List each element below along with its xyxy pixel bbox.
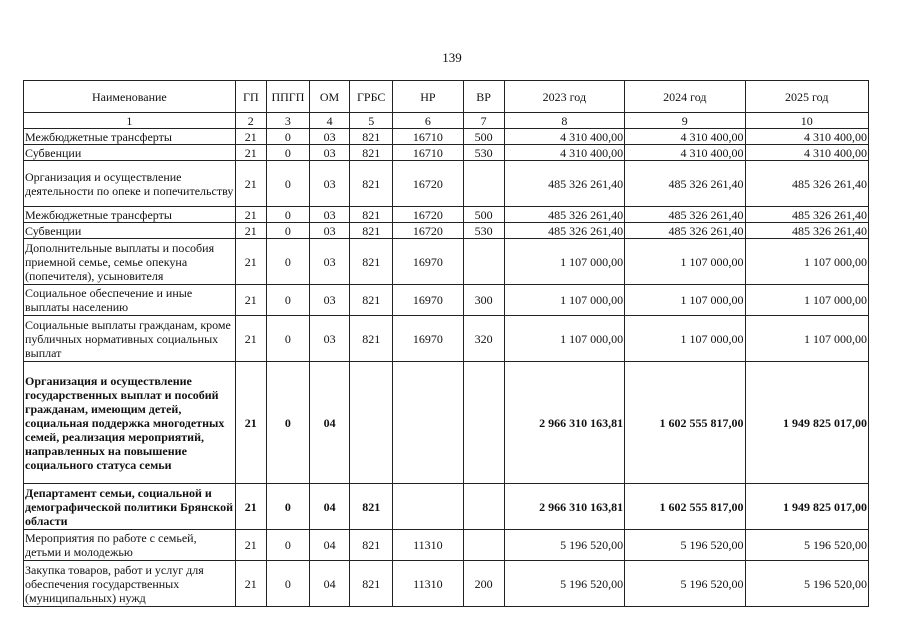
row-amount-2023: 2 966 310 163,81 <box>504 484 624 530</box>
row-amount-2025: 485 326 261,40 <box>745 207 869 223</box>
row-amount-2024: 1 602 555 817,00 <box>625 484 745 530</box>
row-vr: 300 <box>463 285 504 316</box>
row-nr: 16970 <box>393 239 463 285</box>
row-vr <box>463 530 504 561</box>
row-amount-2025: 1 949 825 017,00 <box>745 362 869 484</box>
row-om: 03 <box>310 223 350 239</box>
row-name: Субвенции <box>24 223 236 239</box>
row-amount-2023: 5 196 520,00 <box>504 530 624 561</box>
row-name: Социальные выплаты гражданам, кроме публичных нормативных социальных выплат <box>24 316 236 362</box>
row-grbs: 821 <box>350 223 393 239</box>
row-ppgp: 0 <box>266 362 309 484</box>
row-ppgp: 0 <box>266 561 309 607</box>
header-ppgp: ППГП <box>266 81 309 113</box>
row-name: Межбюджетные трансферты <box>24 207 236 223</box>
row-amount-2024: 485 326 261,40 <box>625 223 745 239</box>
row-vr: 530 <box>463 223 504 239</box>
row-amount-2023: 4 310 400,00 <box>504 129 624 145</box>
header-om: ОМ <box>310 81 350 113</box>
column-number: 9 <box>625 113 745 129</box>
column-number: 10 <box>745 113 869 129</box>
row-nr <box>393 484 463 530</box>
header-gp: ГП <box>235 81 266 113</box>
row-ppgp: 0 <box>266 145 309 161</box>
row-amount-2024: 1 107 000,00 <box>625 239 745 285</box>
row-om: 03 <box>310 285 350 316</box>
table-row <box>24 530 869 561</box>
row-om: 04 <box>310 362 350 484</box>
column-number: 1 <box>24 113 236 129</box>
row-nr: 16720 <box>393 207 463 223</box>
table-row <box>24 239 869 285</box>
row-om: 03 <box>310 316 350 362</box>
row-gp: 21 <box>235 239 266 285</box>
row-vr: 200 <box>463 561 504 607</box>
row-grbs: 821 <box>350 207 393 223</box>
row-amount-2023: 1 107 000,00 <box>504 285 624 316</box>
row-gp: 21 <box>235 161 266 207</box>
table-row <box>24 145 869 161</box>
row-amount-2025: 1 107 000,00 <box>745 316 869 362</box>
row-grbs: 821 <box>350 484 393 530</box>
header-name: Наименование <box>24 81 236 113</box>
row-grbs <box>350 362 393 484</box>
row-om: 04 <box>310 530 350 561</box>
row-ppgp: 0 <box>266 161 309 207</box>
row-amount-2025: 485 326 261,40 <box>745 223 869 239</box>
row-amount-2024: 485 326 261,40 <box>625 207 745 223</box>
row-ppgp: 0 <box>266 223 309 239</box>
row-om: 03 <box>310 207 350 223</box>
row-gp: 21 <box>235 561 266 607</box>
row-gp: 21 <box>235 129 266 145</box>
row-amount-2023: 4 310 400,00 <box>504 145 624 161</box>
row-ppgp: 0 <box>266 530 309 561</box>
row-gp: 21 <box>235 316 266 362</box>
row-amount-2024: 1 107 000,00 <box>625 285 745 316</box>
row-amount-2023: 485 326 261,40 <box>504 223 624 239</box>
header-nr: НР <box>393 81 463 113</box>
row-vr <box>463 484 504 530</box>
row-vr: 320 <box>463 316 504 362</box>
row-nr <box>393 362 463 484</box>
row-om: 03 <box>310 239 350 285</box>
column-number: 4 <box>310 113 350 129</box>
row-nr: 11310 <box>393 561 463 607</box>
row-amount-2025: 485 326 261,40 <box>745 161 869 207</box>
row-nr: 16710 <box>393 129 463 145</box>
row-amount-2025: 1 107 000,00 <box>745 285 869 316</box>
column-number: 6 <box>393 113 463 129</box>
row-grbs: 821 <box>350 129 393 145</box>
row-amount-2025: 5 196 520,00 <box>745 561 869 607</box>
row-gp: 21 <box>235 223 266 239</box>
header-2025: 2025 год <box>745 81 869 113</box>
row-om: 03 <box>310 145 350 161</box>
row-ppgp: 0 <box>266 316 309 362</box>
row-name: Организация и осуществление деятельности по опеке и попечительству <box>24 161 236 207</box>
row-gp: 21 <box>235 207 266 223</box>
row-nr: 11310 <box>393 530 463 561</box>
table-row <box>24 129 869 145</box>
row-gp: 21 <box>235 530 266 561</box>
row-gp: 21 <box>235 285 266 316</box>
table-row <box>24 285 869 316</box>
row-amount-2023: 485 326 261,40 <box>504 207 624 223</box>
row-vr <box>463 161 504 207</box>
row-amount-2023: 1 107 000,00 <box>504 316 624 362</box>
row-amount-2024: 1 107 000,00 <box>625 316 745 362</box>
header-row <box>24 81 869 113</box>
table-row <box>24 362 869 484</box>
table-row <box>24 316 869 362</box>
row-name: Организация и осуществление государственных выплат и пособий гражданам, имеющим детей, социальная поддержка многодетных семей, реализация мероприятий, направленных на повышение социального статуса семьи <box>24 362 236 484</box>
header-2024: 2024 год <box>625 81 745 113</box>
row-amount-2025: 4 310 400,00 <box>745 145 869 161</box>
row-nr: 16970 <box>393 285 463 316</box>
row-amount-2024: 4 310 400,00 <box>625 145 745 161</box>
row-amount-2024: 5 196 520,00 <box>625 561 745 607</box>
row-vr: 500 <box>463 129 504 145</box>
row-name: Закупка товаров, работ и услуг для обеспечения государственных (муниципальных) нужд <box>24 561 236 607</box>
row-grbs: 821 <box>350 316 393 362</box>
row-name: Социальное обеспечение и иные выплаты населению <box>24 285 236 316</box>
table-row <box>24 207 869 223</box>
row-om: 03 <box>310 161 350 207</box>
row-nr: 16710 <box>393 145 463 161</box>
row-om: 04 <box>310 561 350 607</box>
row-amount-2025: 1 949 825 017,00 <box>745 484 869 530</box>
row-name: Департамент семьи, социальной и демографической политики Брянской области <box>24 484 236 530</box>
column-number: 8 <box>504 113 624 129</box>
row-amount-2023: 1 107 000,00 <box>504 239 624 285</box>
budget-table <box>23 80 869 607</box>
header-vr: ВР <box>463 81 504 113</box>
column-number: 7 <box>463 113 504 129</box>
column-number: 3 <box>266 113 309 129</box>
table-row <box>24 484 869 530</box>
column-number-row <box>24 113 869 129</box>
row-name: Дополнительные выплаты и пособия приемной семье, семье опекуна (попечителя), усыновителя <box>24 239 236 285</box>
row-om: 04 <box>310 484 350 530</box>
row-amount-2024: 1 602 555 817,00 <box>625 362 745 484</box>
row-gp: 21 <box>235 362 266 484</box>
row-ppgp: 0 <box>266 239 309 285</box>
page-number: 139 <box>442 50 462 65</box>
row-grbs: 821 <box>350 239 393 285</box>
row-amount-2024: 485 326 261,40 <box>625 161 745 207</box>
row-grbs: 821 <box>350 530 393 561</box>
column-number: 2 <box>235 113 266 129</box>
row-name: Субвенции <box>24 145 236 161</box>
row-ppgp: 0 <box>266 484 309 530</box>
table-row <box>24 561 869 607</box>
row-vr <box>463 362 504 484</box>
row-vr: 500 <box>463 207 504 223</box>
row-amount-2025: 1 107 000,00 <box>745 239 869 285</box>
row-grbs: 821 <box>350 561 393 607</box>
header-grbs: ГРБС <box>350 81 393 113</box>
row-om: 03 <box>310 129 350 145</box>
column-number: 5 <box>350 113 393 129</box>
row-amount-2025: 5 196 520,00 <box>745 530 869 561</box>
row-grbs: 821 <box>350 145 393 161</box>
row-name: Межбюджетные трансферты <box>24 129 236 145</box>
row-ppgp: 0 <box>266 285 309 316</box>
row-amount-2025: 4 310 400,00 <box>745 129 869 145</box>
row-amount-2023: 485 326 261,40 <box>504 161 624 207</box>
row-grbs: 821 <box>350 161 393 207</box>
row-nr: 16720 <box>393 161 463 207</box>
row-vr: 530 <box>463 145 504 161</box>
row-vr <box>463 239 504 285</box>
row-gp: 21 <box>235 145 266 161</box>
row-grbs: 821 <box>350 285 393 316</box>
row-amount-2024: 4 310 400,00 <box>625 129 745 145</box>
row-amount-2023: 2 966 310 163,81 <box>504 362 624 484</box>
row-amount-2023: 5 196 520,00 <box>504 561 624 607</box>
row-ppgp: 0 <box>266 129 309 145</box>
row-nr: 16720 <box>393 223 463 239</box>
row-amount-2024: 5 196 520,00 <box>625 530 745 561</box>
row-ppgp: 0 <box>266 207 309 223</box>
table-row <box>24 223 869 239</box>
row-name: Мероприятия по работе с семьей, детьми и молодежью <box>24 530 236 561</box>
table-row <box>24 161 869 207</box>
row-gp: 21 <box>235 484 266 530</box>
row-nr: 16970 <box>393 316 463 362</box>
header-2023: 2023 год <box>504 81 624 113</box>
